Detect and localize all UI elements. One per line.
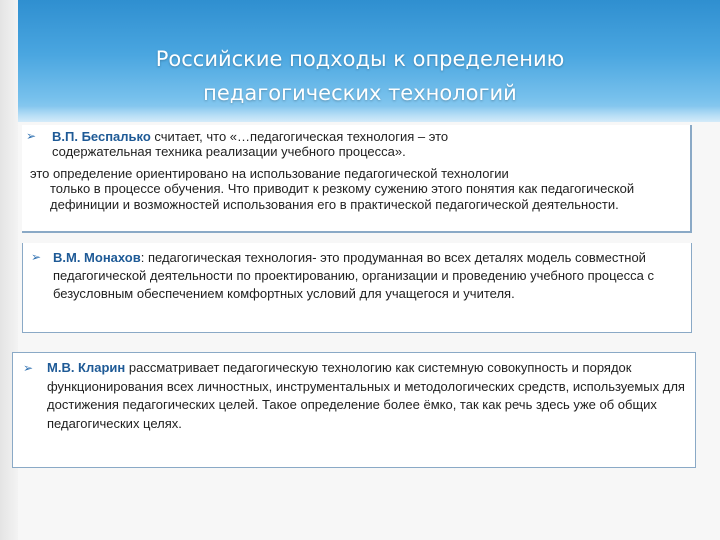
bespalko-quote-line1: считает, что «…педагогическая технология – это [150, 129, 449, 144]
monakhov-author: В.М. Монахов [53, 250, 141, 265]
monakhov-text: : педагогическая технология- это продуманная во всех деталях модель совместной педагогической деятельности по проектированию, организации и проведению учебного процесса с безусловным обеспечением комфортных условий для учащегося и учителя. [53, 250, 654, 301]
slide-title-line-1: Российские подходы к определению [155, 47, 565, 71]
bespalko-author: В.П. Беспалько [52, 129, 151, 144]
slide-title [60, 42, 660, 110]
klarin-author: М.В. Кларин [47, 360, 126, 375]
klarin-definition [47, 359, 687, 433]
bespalko-commentary [30, 166, 684, 212]
arrowhead-bullet-icon: ➢ [26, 129, 37, 143]
monakhov-block [22, 243, 692, 333]
klarin-block [12, 352, 696, 468]
bespalko-quote [52, 129, 682, 160]
bespalko-commentary-rest: только в процессе обучения. Что приводит к резкому сужению этого понятия как педагогической дефиниции и возможностей использования его в практической педагогической деятельности. [50, 181, 635, 212]
bespalko-quote-line2: содержательная техника реализации учебного процесса». [52, 144, 406, 160]
bespalko-block [22, 125, 692, 233]
monakhov-definition [53, 249, 683, 303]
arrowhead-bullet-icon: ➢ [23, 361, 34, 375]
arrowhead-bullet-icon: ➢ [31, 250, 42, 264]
klarin-text: рассматривает педагогическую технологию как системную совокупность и порядок функционирования всех личностных, инструментальных и методологических средств, используемых для достижения педагогических целей. Такое определение более ёмко, так как речь здесь уже об общих педагогических целях. [47, 360, 685, 431]
bespalko-commentary-first-line: это определение ориентировано на использование педагогической технологии [30, 166, 509, 181]
slide-title-line-2: педагогических технологий [203, 81, 517, 105]
